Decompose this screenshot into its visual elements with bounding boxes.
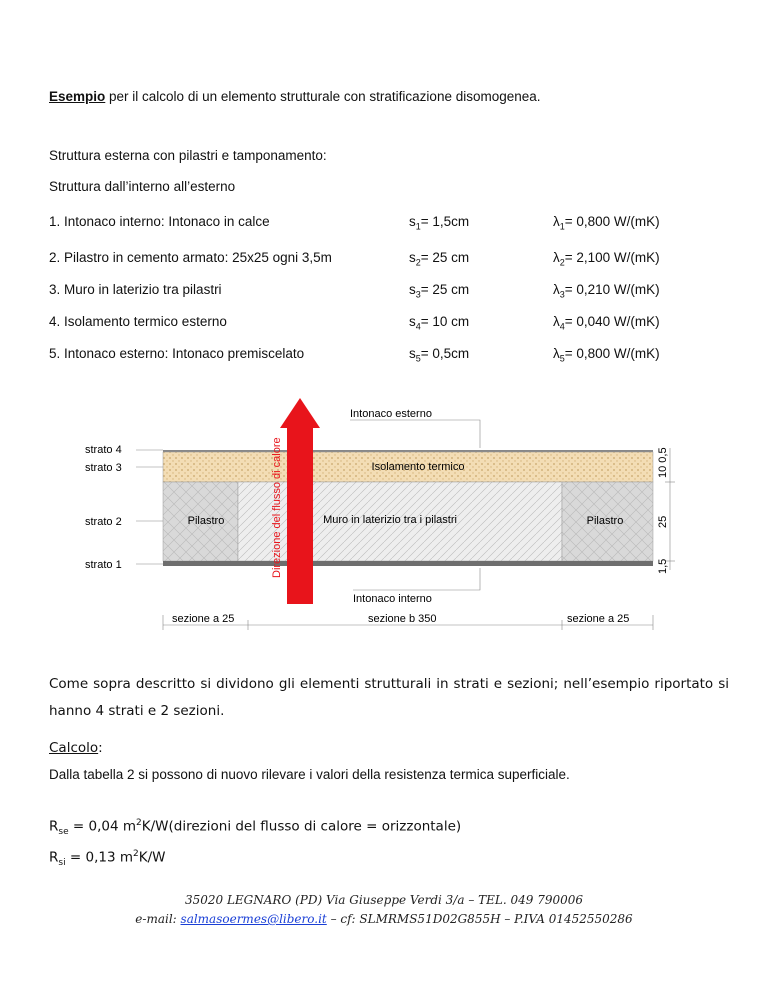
layer-thickness: $s_1= 1,5cm$ <box>409 214 470 232</box>
rse-line: $R_{se} = 0,04$ $m^2K/W(direzioni$ del flusso di calore = orizzontale) <box>49 818 462 838</box>
layer-name: 2. Pilastro in cemento armato: 25x25 ogni 3,5m <box>49 250 332 265</box>
wall-section-diagram <box>0 390 768 650</box>
footer-line-1: 35020 LEGNARO (PD) Via Giuseppe Verdi 3/a – TEL. 049 790006 <box>184 893 584 907</box>
layer-conductivity: $\lambda_2= 2,100$ W/(mK) <box>553 250 660 268</box>
layer-name: 1. Intonaco interno: Intonaco in calce <box>49 214 270 229</box>
layer-name: 3. Muro in laterizio tra pilastri <box>49 282 222 297</box>
calcolo-heading: Calcolo: <box>49 740 103 756</box>
layer-conductivity: $\lambda_1= 0,800$ W/(mK) <box>553 214 660 232</box>
muro-label: Muro in laterizio tra i pilastri <box>323 514 457 526</box>
intonaco-esterno-label: Intonaco esterno <box>350 408 432 420</box>
heat-flow-arrow <box>280 398 320 428</box>
strato-4-label: strato 4 <box>85 444 122 456</box>
layer-name: 4. Isolamento termico esterno <box>49 314 227 329</box>
layer-thickness: $s_4= 10$ cm <box>409 314 470 332</box>
isolamento-label: Isolamento termico <box>371 461 465 473</box>
strato-3-label: strato 3 <box>85 462 122 474</box>
layer-conductivity: $\lambda_5= 0,800$ W/(mK) <box>553 346 660 364</box>
intro-line-2: Struttura dall’interno all’esterno <box>49 179 236 194</box>
heading-bold: Esempio <box>49 89 106 104</box>
sezione-a-left-label: sezione a 25 <box>172 613 235 625</box>
interior-plaster-layer <box>163 561 653 566</box>
tabella-text: Dalla tabella 2 si possono di nuovo rilevare i valori della resistenza termica superficiale. <box>49 767 570 782</box>
dim-mid-label: 25 <box>657 515 669 528</box>
layer-row <box>49 282 729 300</box>
description-paragraph: Come sopra descritto si dividono gli elementi strutturali in strati e sezioni; nell’esempio riportato si hanno 4 strati e 2 sezioni. <box>49 676 729 719</box>
dim-bot-label: 1,5 <box>657 558 669 574</box>
sezione-b-label: sezione b 350 <box>368 613 437 625</box>
heat-flow-label: Direzione del flusso di calore <box>271 437 283 578</box>
layer-conductivity: $\lambda_3= 0,210$ W/(mK) <box>553 282 660 300</box>
intro-line-1: Struttura esterna con pilastri e tamponamento: <box>49 148 327 163</box>
strato-1-label: strato 1 <box>85 559 122 571</box>
email-link[interactable]: salmasoermes@libero.it <box>180 912 327 926</box>
page-heading <box>49 89 541 104</box>
layer-thickness: $s_2= 25$ cm <box>409 250 470 268</box>
dim-top-label: 10 0,5 <box>657 447 669 478</box>
layer-row <box>49 314 729 332</box>
calcolo-label: Calcolo <box>49 740 99 756</box>
exterior-plaster-layer <box>163 450 653 452</box>
intonaco-interno-label: Intonaco interno <box>353 593 432 605</box>
footer-line-2: e-mail: salmasoermes@libero.it – cf: SLMRMS51D02G855H – P.IVA 01452550286 <box>135 912 633 926</box>
pilastro-left-label: Pilastro <box>187 515 225 527</box>
heading-rest: per il calcolo di un elemento strutturale con stratificazione disomogenea. <box>105 89 541 104</box>
layer-name: 5. Intonaco esterno: Intonaco premiscelato <box>49 346 305 361</box>
strato-2-label: strato 2 <box>85 516 122 528</box>
layer-thickness: $s_5= 0,5cm$ <box>409 346 470 364</box>
sezione-a-right-label: sezione a 25 <box>567 613 630 625</box>
layer-row <box>49 250 729 268</box>
layer-thickness: $s_3= 25$ cm <box>409 282 470 300</box>
layer-conductivity: $\lambda_4= 0,040$ W/(mK) <box>553 314 660 332</box>
layer-row <box>49 214 729 232</box>
layer-row <box>49 346 729 364</box>
rsi-line: $R_{si} = 0,13$ $m^2K/W$ <box>49 849 166 869</box>
pilastro-right-label: Pilastro <box>586 515 624 527</box>
